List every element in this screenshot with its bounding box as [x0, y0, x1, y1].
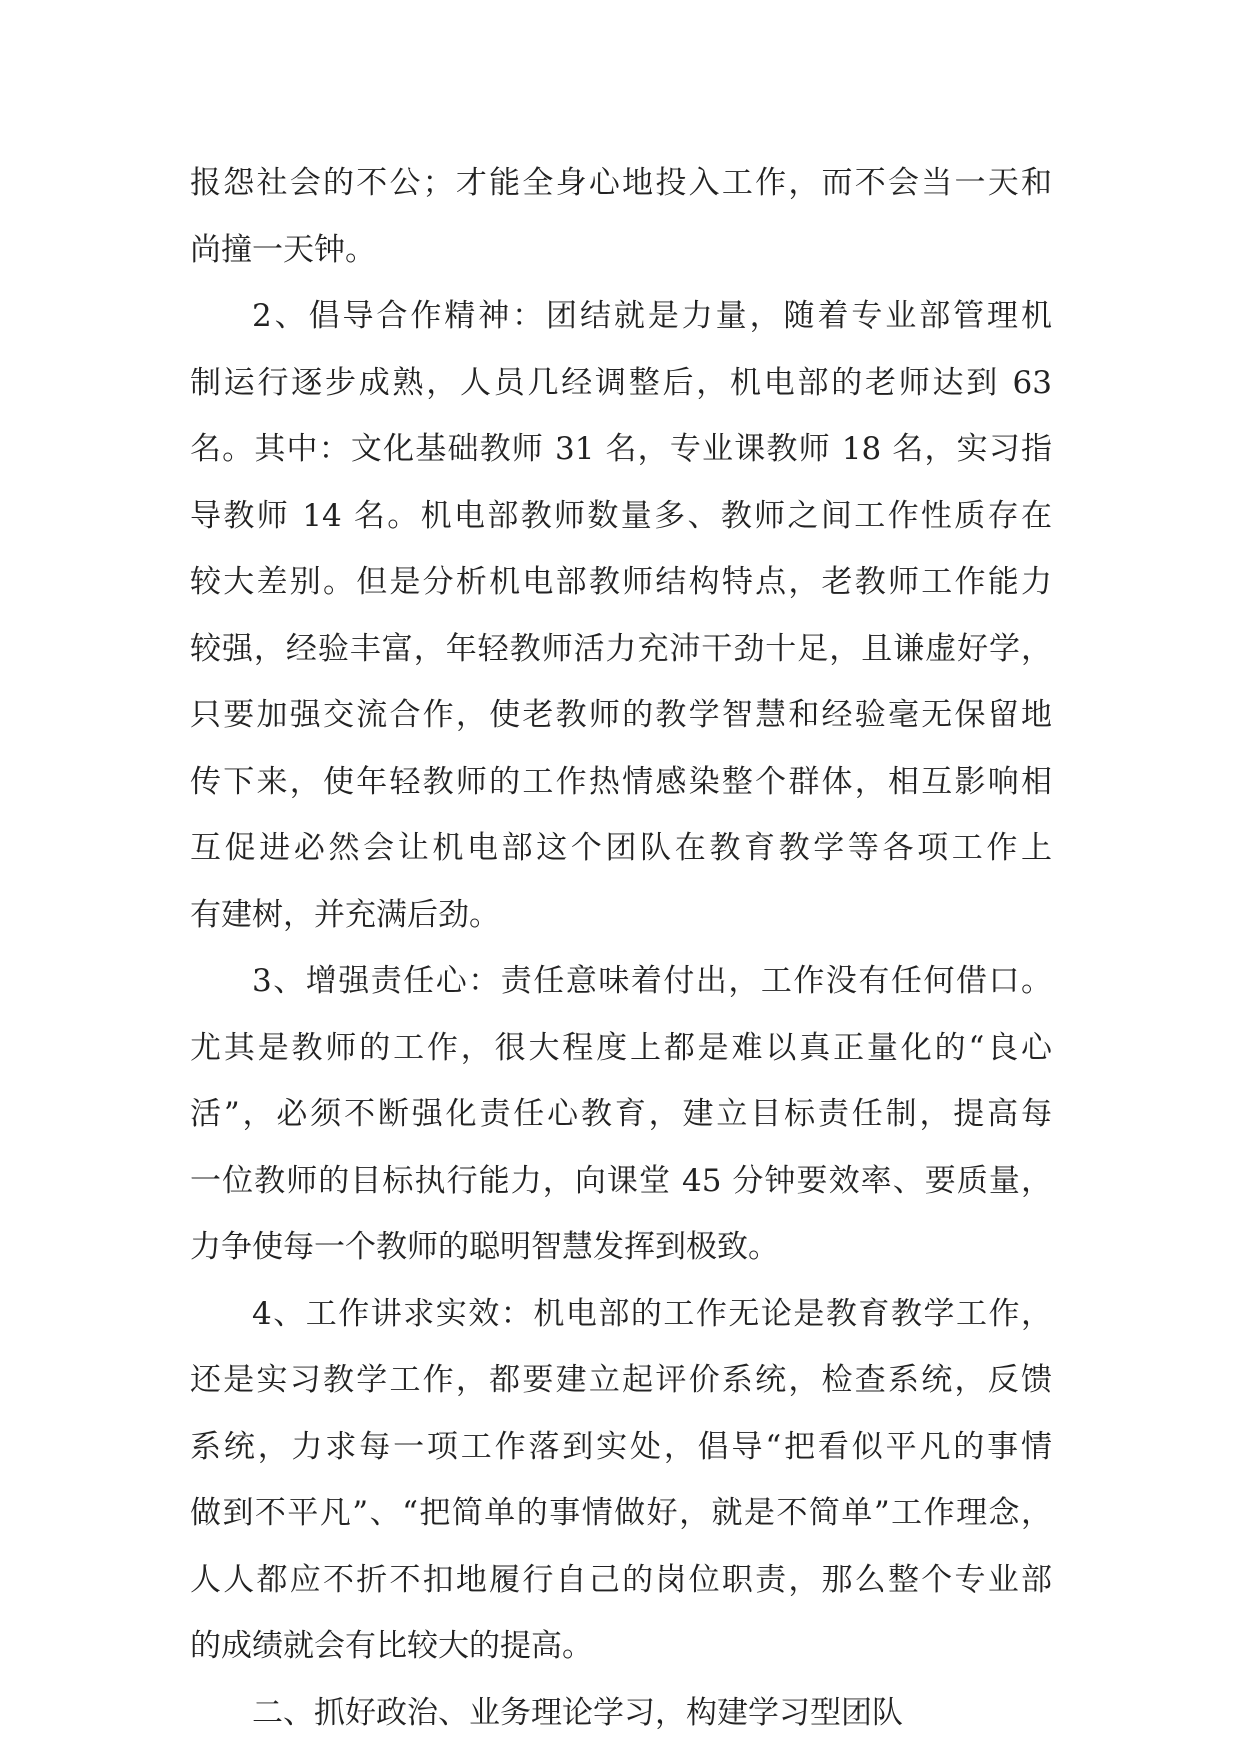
text-line: 只要加强交流合作，使老教师的教学智慧和经验毫无保留地: [190, 697, 1052, 733]
text-line: 一位教师的目标执行能力，向课堂 45 分钟要效率、要质量，: [190, 1162, 1052, 1199]
text-line: 活”，必须不断强化责任心教育，建立目标责任制，提高每: [190, 1096, 1052, 1132]
text-line: 力争使每一个教师的聪明智慧发挥到极致。: [190, 1229, 779, 1265]
text-line: 3、增强责任心：责任意味着付出，工作没有任何借口。: [252, 963, 1052, 999]
text-line: 2、倡导合作精神：团结就是力量，随着专业部管理机: [252, 298, 1052, 334]
text-line: 做到不平凡”、“把简单的事情做好，就是不简单”工作理念，: [190, 1495, 1052, 1531]
text-line: 尚撞一天钟。: [190, 231, 376, 268]
text-line: 较大差别。但是分析机电部教师结构特点，老教师工作能力: [190, 564, 1052, 600]
text-line: 制运行逐步成熟，人员几经调整后，机电部的老师达到 63: [190, 364, 1052, 401]
text-line: 二、抓好政治、业务理论学习，构建学习型团队: [252, 1694, 903, 1731]
text-line: 较强，经验丰富，年轻教师活力充沛干劲十足，且谦虚好学，: [190, 630, 1052, 667]
text-line: 的成绩就会有比较大的提高。: [190, 1628, 593, 1664]
text-line: 4、工作讲求实效：机电部的工作无论是教育教学工作，: [252, 1295, 1052, 1332]
text-line: 人人都应不折不扣地履行自己的岗位职责，那么整个专业部: [190, 1561, 1052, 1598]
text-line: 互促进必然会让机电部这个团队在教育教学等各项工作上: [190, 830, 1052, 866]
text-line: 报怨社会的不公；才能全身心地投入工作，而不会当一天和: [190, 165, 1052, 201]
text-line: 导教师 14 名。机电部教师数量多、教师之间工作性质存在: [190, 497, 1052, 534]
text-line: 系统，力求每一项工作落到实处，倡导“把看似平凡的事情: [190, 1428, 1052, 1465]
text-line: 有建树，并充满后劲。: [190, 896, 500, 933]
text-line: 还是实习教学工作，都要建立起评价系统，检查系统，反馈: [190, 1362, 1052, 1398]
text-line: 尤其是教师的工作，很大程度上都是难以真正量化的“良心: [190, 1029, 1052, 1066]
text-line: 传下来，使年轻教师的工作热情感染整个群体，相互影响相: [190, 763, 1052, 800]
document-body: [190, 150, 1052, 1746]
text-line: 名。其中：文化基础教师 31 名，专业课教师 18 名，实习指: [190, 431, 1052, 467]
